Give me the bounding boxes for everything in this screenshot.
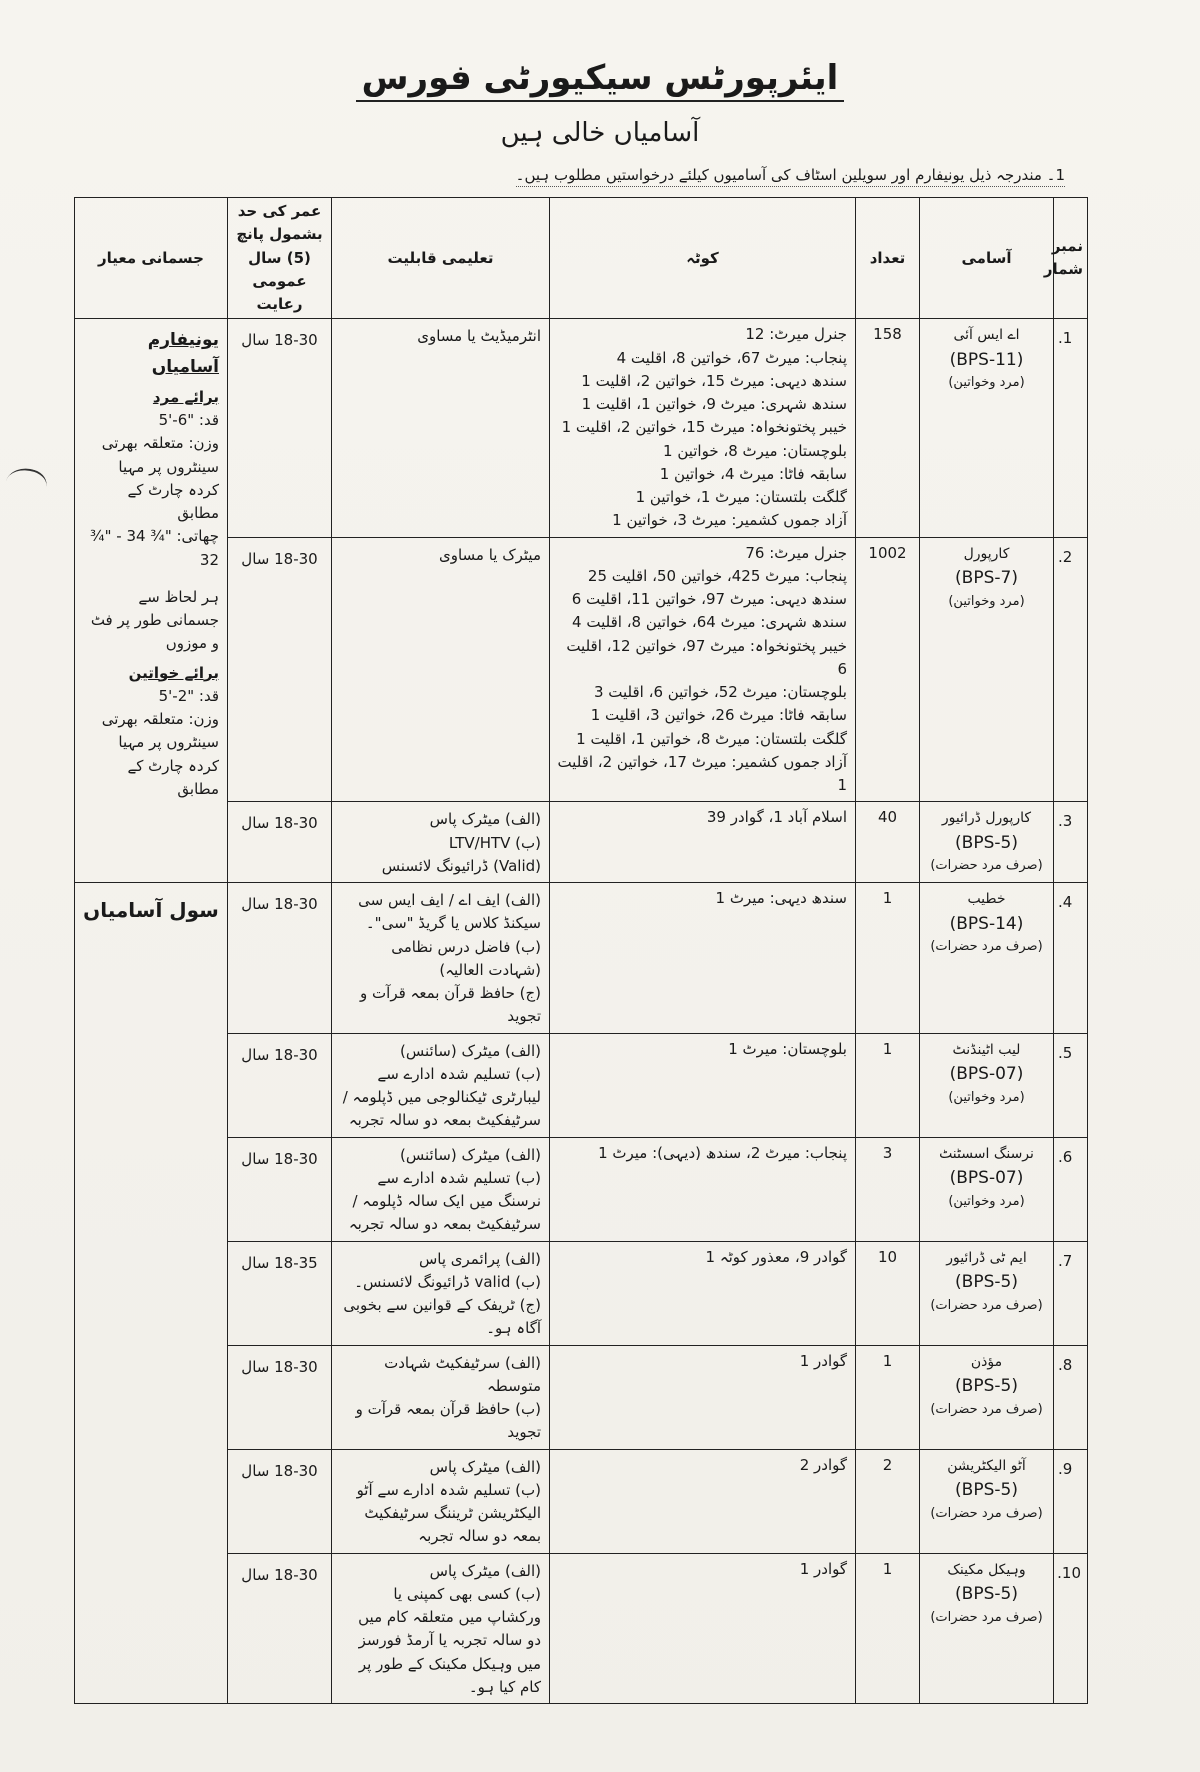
row-age: 18-30 سال: [228, 319, 332, 537]
quota-line: آزاد جموں کشمیر: میرٹ 3، خواتین 1: [612, 511, 847, 530]
row-education: [332, 319, 550, 537]
row-post: [920, 319, 1054, 537]
header-post: آسامی: [920, 198, 1054, 319]
row-count: 3: [856, 1137, 920, 1241]
education-line: (ب) LTV/HTV: [448, 833, 541, 852]
quota-line: گوادر 1: [799, 1351, 847, 1370]
quota-line: سندھ دیہی: میرٹ 1: [715, 889, 847, 907]
education-line: (ج) ٹریفک کے قوانین سے بخوبی آگاہ ہو۔: [343, 1296, 541, 1338]
post-bps: (BPS-11): [949, 349, 1024, 370]
table-row: [75, 883, 1088, 1034]
row-post: [920, 802, 1054, 883]
quota-line: اسلام آباد 1، گوادر 39: [706, 808, 847, 827]
education-line: (ب) فاضل درس نظامی (شہادت العالیہ): [391, 937, 541, 979]
row-age: 18-30 سال: [228, 1033, 332, 1137]
post-gender: (صرف مرد حضرات): [930, 1297, 1043, 1313]
post-gender: (مرد وخواتین): [948, 593, 1025, 609]
row-serial: 1.: [1054, 319, 1088, 537]
education-line: (ب) حافظ قرآن بمعہ قرآت و تجوید: [355, 1400, 541, 1442]
education-line: (Valid) ڈرائیونگ لائسنس: [381, 856, 541, 875]
quota-line: گلگت بلتستان: میرٹ 8، خواتین 1، اقلیت 1: [576, 729, 847, 748]
quota-line: خیبر پختونخواہ: میرٹ 97، خواتین 12، اقلیت 6: [566, 636, 847, 678]
document-subtitle: آسامیاں خالی ہیں: [500, 118, 700, 148]
female-height: قد: "2-'5: [158, 686, 219, 705]
header-education: تعلیمی قابلیت: [332, 198, 550, 319]
quota-line: جنرل میرٹ: 12: [745, 325, 847, 344]
header-age: عمر کی حد بشمول پانچ (5) سال عمومی رعایت: [228, 198, 332, 319]
row-quota: [550, 1553, 856, 1704]
post-gender: (صرف مرد حضرات): [930, 1609, 1043, 1625]
row-post: [920, 1449, 1054, 1553]
row-count: 2: [856, 1449, 920, 1553]
quota-line: سابقہ فاٹا: میرٹ 4، خواتین 1: [659, 464, 847, 483]
male-heading: برائے مرد: [152, 387, 219, 406]
margin-mark: [2, 463, 50, 506]
header-count: تعداد: [856, 198, 920, 319]
row-post: [920, 1345, 1054, 1449]
row-education: [332, 802, 550, 883]
education-line: (الف) پرائمری پاس: [418, 1249, 541, 1268]
row-quota: [550, 802, 856, 883]
education-line: (الف) ایف اے / ایف ایس سی سیکنڈ کلاس یا گریڈ "سی"۔: [358, 891, 541, 933]
table-row: [75, 319, 1088, 537]
quota-line: پنجاب: میرٹ 2، سندھ (دیہی): میرٹ 1: [598, 1143, 847, 1162]
post-name: آٹو الیکٹریشن: [947, 1457, 1026, 1474]
quota-line: سندھ دیہی: میرٹ 15، خواتین 2، اقلیت 1: [581, 371, 847, 390]
post-gender: (صرف مرد حضرات): [930, 939, 1043, 955]
quota-line: گوادر 2: [799, 1455, 847, 1474]
quota-line: سندھ دیہی: میرٹ 97، خواتین 11، اقلیت 6: [571, 590, 847, 608]
row-quota: [550, 1241, 856, 1345]
post-bps: (BPS-5): [955, 1584, 1018, 1605]
row-age: 18-30 سال: [228, 1137, 332, 1241]
row-count: 158: [856, 319, 920, 537]
education-line: (الف) میٹرک پاس: [429, 1561, 541, 1580]
row-serial: 4.: [1054, 883, 1088, 1034]
row-quota: [550, 1137, 856, 1241]
male-weight: وزن: متعلقہ بھرتی سینٹروں پر مہیا کردہ چارٹ کے مطابق: [101, 434, 219, 523]
vacancy-table: [74, 197, 1088, 1704]
header-quota: کوٹہ: [550, 198, 856, 319]
post-name: ایم ٹی ڈرائیور: [946, 1249, 1027, 1266]
civil-heading: سول آسامیاں: [83, 898, 219, 922]
education-line: (ب) تسلیم شدہ ادارے سے لیبارٹری ٹیکنالوجی میں ڈپلومہ / سرٹیفکیٹ بمعہ دو سالہ تجربہ: [342, 1064, 541, 1130]
row-count: 10: [856, 1241, 920, 1345]
row-quota: [550, 883, 856, 1034]
row-serial: 10.: [1054, 1553, 1088, 1704]
post-bps: (BPS-5): [955, 1376, 1018, 1397]
header-physical: جسمانی معیار: [75, 198, 228, 319]
education-line: (الف) میٹرک (سائنس): [400, 1041, 541, 1060]
physical-uniform: [75, 319, 228, 883]
row-age: 18-30 سال: [228, 883, 332, 1034]
row-serial: 2.: [1054, 537, 1088, 802]
education-line: (الف) میٹرک پاس: [429, 1457, 541, 1476]
post-gender: (مرد وخواتین): [948, 375, 1025, 391]
row-quota: [550, 1345, 856, 1449]
row-serial: 6.: [1054, 1137, 1088, 1241]
education-line: انٹرمیڈیٹ یا مساوی: [417, 327, 541, 346]
male-fit: ہر لحاظ سے جسمانی طور پر فٹ و موزوں: [90, 587, 219, 653]
education-line: (ب) valid ڈرائیونگ لائسنس۔: [354, 1272, 541, 1291]
physical-civil: [75, 883, 228, 1704]
row-education: [332, 1033, 550, 1137]
male-height: قد: "6-'5: [158, 411, 219, 430]
post-name: اے ایس آئی: [953, 327, 1020, 344]
table-header-row: [75, 198, 1088, 319]
quota-line: خیبر پختونخواہ: میرٹ 15، خواتین 2، اقلیت 1: [561, 418, 847, 437]
post-bps: (BPS-07): [949, 1064, 1024, 1085]
row-education: [332, 883, 550, 1034]
post-name: کارپورل: [963, 545, 1010, 562]
post-name: نرسنگ اسسٹنٹ: [939, 1145, 1034, 1162]
post-name: مؤذن: [970, 1353, 1003, 1370]
post-bps: (BPS-5): [955, 832, 1018, 853]
post-gender: (صرف مرد حضرات): [930, 1505, 1043, 1521]
row-serial: 5.: [1054, 1033, 1088, 1137]
education-line: (الف) میٹرک (سائنس): [400, 1145, 541, 1164]
quota-line: پنجاب: میرٹ 67، خواتین 8، اقلیت 4: [616, 348, 847, 367]
row-age: 18-30 سال: [228, 1553, 332, 1704]
post-gender: (صرف مرد حضرات): [930, 1401, 1043, 1417]
row-serial: 9.: [1054, 1449, 1088, 1553]
row-serial: 3.: [1054, 802, 1088, 883]
post-bps: (BPS-5): [955, 1272, 1018, 1293]
education-line: (الف) میٹرک پاس: [429, 810, 541, 829]
post-name: لیب اٹینڈنٹ: [952, 1041, 1021, 1058]
quota-line: سندھ شہری: میرٹ 9، خواتین 1، اقلیت 1: [581, 395, 847, 413]
row-count: 1: [856, 1033, 920, 1137]
title-text: ایئرپورٹس سیکیورٹی فورس: [356, 58, 845, 102]
row-serial: 7.: [1054, 1241, 1088, 1345]
row-quota: [550, 319, 856, 537]
post-gender: (مرد وخواتین): [948, 1089, 1025, 1105]
post-name: خطیب: [967, 891, 1006, 907]
row-count: 1: [856, 1553, 920, 1704]
row-quota: [550, 1033, 856, 1137]
row-count: 1002: [856, 537, 920, 802]
row-education: [332, 1241, 550, 1345]
row-education: [332, 1137, 550, 1241]
row-serial: 8.: [1054, 1345, 1088, 1449]
row-age: 18-30 سال: [228, 802, 332, 883]
education-line: (ج) حافظ قرآن بمعہ قرآت و تجوید: [360, 984, 541, 1026]
row-quota: [550, 537, 856, 802]
post-bps: (BPS-14): [949, 913, 1024, 934]
education-line: (الف) سرٹیفکیٹ شہادت متوسطہ: [384, 1353, 541, 1395]
post-name: کارپورل ڈرائیور: [941, 810, 1032, 827]
intro-paragraph: 1۔ مندرجہ ذیل یونیفارم اور سویلین اسٹاف کی آسامیوں کیلئے درخواستیں مطلوب ہیں۔: [516, 166, 1065, 187]
header-serial: نمبر شمار: [1054, 198, 1088, 319]
uniform-heading: یونیفارم آسامیاں: [147, 330, 219, 377]
quota-line: سابقہ فاٹا: میرٹ 26، خواتین 3، اقلیت 1: [590, 706, 847, 725]
row-age: 18-30 سال: [228, 537, 332, 802]
row-education: [332, 537, 550, 802]
row-post: [920, 1553, 1054, 1704]
education-line: میٹرک یا مساوی: [438, 545, 541, 564]
quota-line: سندھ شہری: میرٹ 64، خواتین 8، اقلیت 4: [572, 613, 847, 632]
quota-line: پنجاب: میرٹ 425، خواتین 50، اقلیت 25: [587, 566, 847, 585]
row-post: [920, 537, 1054, 802]
quota-line: بلوچستان: میرٹ 1: [728, 1039, 847, 1058]
female-weight: وزن: متعلقہ بھرتی سینٹروں پر مہیا کردہ چارٹ کے مطابق: [101, 710, 219, 798]
row-post: [920, 1241, 1054, 1345]
post-name: وہیکل مکینک: [947, 1561, 1026, 1578]
post-gender: (مرد وخواتین): [948, 1193, 1025, 1209]
quota-line: گوادر 9، معذور کوٹہ 1: [705, 1247, 847, 1266]
row-count: 1: [856, 883, 920, 1034]
post-bps: (BPS-07): [949, 1168, 1024, 1189]
document-title: [0, 58, 1200, 98]
post-bps: (BPS-7): [955, 568, 1018, 589]
quota-line: آزاد جموں کشمیر: میرٹ 17، خواتین 2، اقلیت 1: [557, 752, 847, 794]
row-post: [920, 883, 1054, 1034]
quota-line: بلوچستان: میرٹ 52، خواتین 6، اقلیت 3: [593, 683, 847, 701]
quota-line: گلگت بلتستان: میرٹ 1، خواتین 1: [635, 488, 847, 506]
row-education: [332, 1345, 550, 1449]
quota-line: بلوچستان: میرٹ 8، خواتین 1: [663, 441, 847, 460]
row-count: 1: [856, 1345, 920, 1449]
post-bps: (BPS-5): [955, 1480, 1018, 1501]
female-heading: برائے خواتین: [128, 663, 219, 682]
quota-line: جنرل میرٹ: 76: [745, 543, 847, 562]
education-line: (ب) تسلیم شدہ ادارے سے آٹو الیکٹریشن ٹریننگ سرٹیفکیٹ بمعہ دو سالہ تجربہ: [356, 1480, 541, 1546]
post-gender: (صرف مرد حضرات): [930, 858, 1043, 874]
row-age: 18-35 سال: [228, 1241, 332, 1345]
education-line: (ب) کسی بھی کمپنی یا ورکشاپ میں متعلقہ کام میں دو سالہ تجربہ یا آرمڈ فورسز میں وہیکل مکینک کے طور پر کام کیا ہو۔: [358, 1584, 541, 1696]
row-education: [332, 1553, 550, 1704]
row-quota: [550, 1449, 856, 1553]
row-post: [920, 1137, 1054, 1241]
row-post: [920, 1033, 1054, 1137]
row-count: 40: [856, 802, 920, 883]
male-chest: چھاتی: "¾ 34 - "¾ 32: [90, 527, 219, 569]
quota-line: گوادر 1: [799, 1559, 847, 1578]
row-age: 18-30 سال: [228, 1449, 332, 1553]
row-age: 18-30 سال: [228, 1345, 332, 1449]
row-education: [332, 1449, 550, 1553]
education-line: (ب) تسلیم شدہ ادارے سے نرسنگ میں ایک سالہ ڈپلومہ / سرٹیفکیٹ بمعہ دو سالہ تجربہ: [348, 1168, 541, 1234]
